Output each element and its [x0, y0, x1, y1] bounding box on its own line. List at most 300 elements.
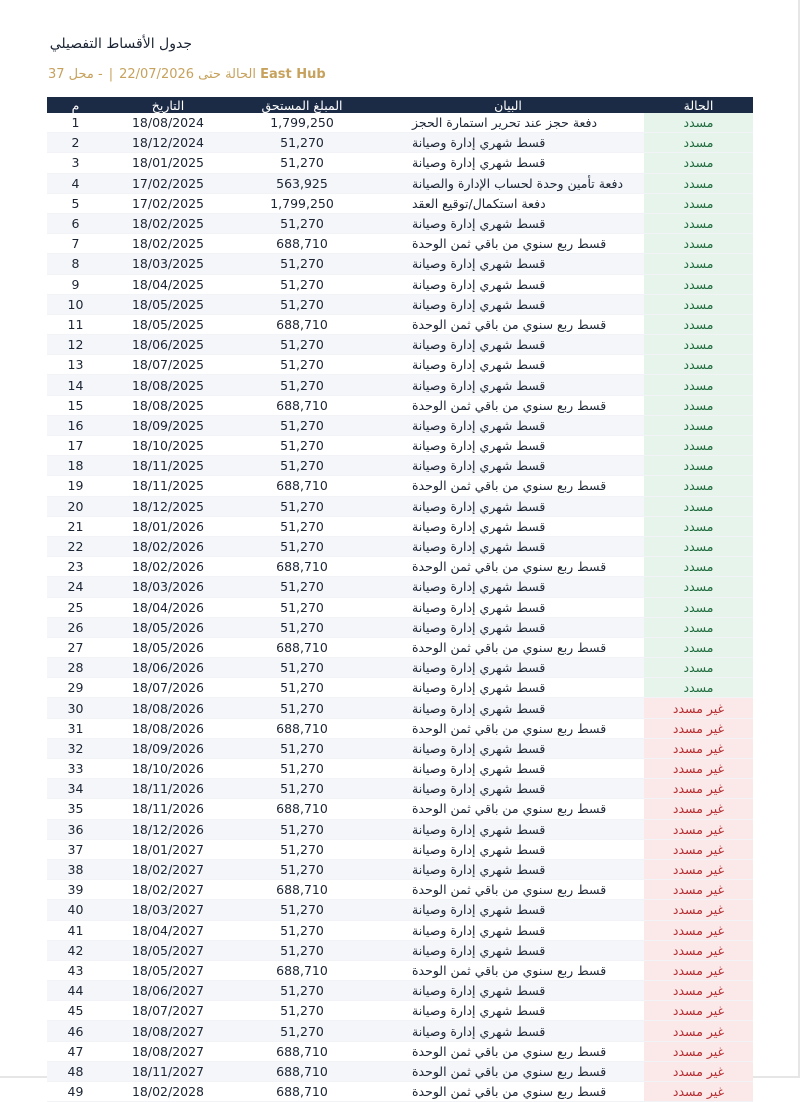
row-description: [372, 415, 644, 435]
table-row: [47, 779, 753, 799]
row-date: 18/02/2027: [104, 859, 232, 879]
table-row: [47, 960, 753, 980]
row-description-text: قسط شهري إدارة وصيانة: [412, 539, 546, 555]
unit-label: - محل 37: [48, 67, 103, 82]
row-description-text: قسط ربع سنوي من باقي ثمن الوحدة: [412, 720, 607, 736]
row-number: 9: [47, 274, 104, 294]
row-status: غير مسدد: [644, 960, 753, 980]
row-date: 18/08/2026: [104, 698, 232, 718]
row-amount: 688,710: [232, 314, 372, 334]
row-number: 16: [47, 415, 104, 435]
row-date: 18/01/2027: [104, 839, 232, 859]
table-row: [47, 496, 753, 516]
row-description-text: قسط شهري إدارة وصيانة: [412, 619, 546, 635]
row-number: 17: [47, 436, 104, 456]
row-description: [372, 1061, 644, 1081]
row-description: [372, 1021, 644, 1041]
row-description: [372, 678, 644, 698]
row-amount: 51,270: [232, 355, 372, 375]
row-description: [372, 436, 644, 456]
row-description: [372, 718, 644, 738]
row-description: [372, 193, 644, 213]
row-date: 18/05/2025: [104, 314, 232, 334]
row-amount: 51,270: [232, 981, 372, 1001]
row-number: 14: [47, 375, 104, 395]
row-description: [372, 839, 644, 859]
row-status: غير مسدد: [644, 718, 753, 738]
row-description: [372, 496, 644, 516]
row-description: [372, 779, 644, 799]
row-number: 21: [47, 516, 104, 536]
table-row: [47, 718, 753, 738]
row-number: 33: [47, 759, 104, 779]
row-description-text: قسط شهري إدارة وصيانة: [412, 135, 546, 151]
row-description: [372, 799, 644, 819]
row-amount: 688,710: [232, 234, 372, 254]
row-number: 26: [47, 617, 104, 637]
row-number: 38: [47, 859, 104, 879]
row-description-text: قسط شهري إدارة وصيانة: [412, 377, 546, 393]
row-description: [372, 698, 644, 718]
table-row: [47, 880, 753, 900]
table-row: [47, 375, 753, 395]
row-date: 18/04/2026: [104, 597, 232, 617]
row-number: 18: [47, 456, 104, 476]
column-header-date: التاريخ: [104, 97, 232, 113]
row-date: 18/10/2026: [104, 759, 232, 779]
row-date: 18/05/2026: [104, 617, 232, 637]
row-description: [372, 880, 644, 900]
row-description: [372, 960, 644, 980]
row-amount: 688,710: [232, 1082, 372, 1102]
table-row: [47, 355, 753, 375]
row-amount: 51,270: [232, 516, 372, 536]
row-status: مسدد: [644, 173, 753, 193]
row-date: 18/11/2025: [104, 476, 232, 496]
row-amount: 51,270: [232, 658, 372, 678]
table-row: [47, 698, 753, 718]
row-description-text: دفعة تأمين وحدة لحساب الإدارة والصيانة: [412, 175, 624, 191]
row-description: [372, 981, 644, 1001]
row-amount: 563,925: [232, 173, 372, 193]
row-number: 29: [47, 678, 104, 698]
row-amount: 688,710: [232, 799, 372, 819]
row-amount: 51,270: [232, 617, 372, 637]
row-number: 35: [47, 799, 104, 819]
installments-table: [47, 97, 753, 1102]
row-date: 18/01/2026: [104, 516, 232, 536]
row-number: 1: [47, 113, 104, 133]
row-description-text: قسط شهري إدارة وصيانة: [412, 438, 546, 454]
row-status: مسدد: [644, 476, 753, 496]
row-status: مسدد: [644, 516, 753, 536]
row-description: [372, 314, 644, 334]
row-date: 18/12/2026: [104, 819, 232, 839]
row-number: 41: [47, 920, 104, 940]
row-status: مسدد: [644, 637, 753, 657]
column-header-description: البيان: [372, 97, 644, 113]
row-amount: 51,270: [232, 153, 372, 173]
row-number: 44: [47, 981, 104, 1001]
row-amount: 51,270: [232, 496, 372, 516]
row-status: غير مسدد: [644, 940, 753, 960]
row-status: مسدد: [644, 314, 753, 334]
row-number: 34: [47, 779, 104, 799]
row-status: غير مسدد: [644, 1082, 753, 1102]
table-row: [47, 759, 753, 779]
row-amount: 51,270: [232, 940, 372, 960]
table-row: [47, 436, 753, 456]
row-number: 47: [47, 1041, 104, 1061]
row-amount: 51,270: [232, 738, 372, 758]
row-description-text: قسط شهري إدارة وصيانة: [412, 276, 546, 292]
row-number: 13: [47, 355, 104, 375]
row-date: 18/07/2027: [104, 1001, 232, 1021]
row-description: [372, 355, 644, 375]
row-amount: 51,270: [232, 213, 372, 233]
row-description-text: دفعة استكمال/توقيع العقد: [412, 195, 546, 211]
row-description-text: قسط شهري إدارة وصيانة: [412, 781, 546, 797]
row-status: مسدد: [644, 193, 753, 213]
row-description: [372, 1041, 644, 1061]
row-number: 20: [47, 496, 104, 516]
row-status: مسدد: [644, 436, 753, 456]
row-description: [372, 920, 644, 940]
table-row: [47, 637, 753, 657]
row-description: [372, 738, 644, 758]
row-amount: 688,710: [232, 395, 372, 415]
row-number: 32: [47, 738, 104, 758]
row-number: 43: [47, 960, 104, 980]
row-description-text: قسط شهري إدارة وصيانة: [412, 700, 546, 716]
table-row: [47, 577, 753, 597]
row-description-text: قسط شهري إدارة وصيانة: [412, 902, 546, 918]
row-description: [372, 617, 644, 637]
table-row: [47, 617, 753, 637]
subtitle: [48, 67, 326, 82]
table-row: [47, 1021, 753, 1041]
row-date: 18/05/2026: [104, 637, 232, 657]
table-row: [47, 274, 753, 294]
row-description-text: دفعة حجز عند تحرير استمارة الحجز: [412, 115, 598, 131]
row-description: [372, 213, 644, 233]
row-description: [372, 335, 644, 355]
row-date: 18/02/2025: [104, 213, 232, 233]
row-amount: 51,270: [232, 335, 372, 355]
table-row: [47, 314, 753, 334]
row-status: غير مسدد: [644, 839, 753, 859]
row-amount: 51,270: [232, 698, 372, 718]
row-description-text: قسط ربع سنوي من باقي ثمن الوحدة: [412, 316, 607, 332]
row-description-text: قسط شهري إدارة وصيانة: [412, 417, 546, 433]
row-date: 18/02/2025: [104, 234, 232, 254]
row-number: 27: [47, 637, 104, 657]
row-description-text: قسط ربع سنوي من باقي ثمن الوحدة: [412, 478, 607, 494]
row-date: 18/07/2026: [104, 678, 232, 698]
row-description: [372, 113, 644, 133]
row-amount: 51,270: [232, 415, 372, 435]
row-amount: 51,270: [232, 577, 372, 597]
separator: |: [108, 67, 114, 82]
row-number: 24: [47, 577, 104, 597]
row-amount: 688,710: [232, 1061, 372, 1081]
table-row: [47, 516, 753, 536]
row-description-text: قسط ربع سنوي من باقي ثمن الوحدة: [412, 1063, 607, 1079]
row-description: [372, 153, 644, 173]
row-description: [372, 658, 644, 678]
table-row: [47, 940, 753, 960]
row-status: مسدد: [644, 395, 753, 415]
row-number: 2: [47, 133, 104, 153]
row-description-text: قسط شهري إدارة وصيانة: [412, 740, 546, 756]
row-amount: 51,270: [232, 456, 372, 476]
table-row: [47, 476, 753, 496]
row-description: [372, 395, 644, 415]
row-status: مسدد: [644, 133, 753, 153]
row-status: غير مسدد: [644, 698, 753, 718]
row-number: 15: [47, 395, 104, 415]
row-description-text: قسط شهري إدارة وصيانة: [412, 680, 546, 696]
row-date: 18/11/2026: [104, 799, 232, 819]
row-description: [372, 375, 644, 395]
row-status: غير مسدد: [644, 1001, 753, 1021]
row-number: 31: [47, 718, 104, 738]
table-header-row: [47, 97, 753, 113]
row-status: مسدد: [644, 113, 753, 133]
row-amount: 51,270: [232, 759, 372, 779]
row-description: [372, 759, 644, 779]
row-description-text: قسط شهري إدارة وصيانة: [412, 518, 546, 534]
row-description-text: قسط شهري إدارة وصيانة: [412, 599, 546, 615]
row-description-text: قسط شهري إدارة وصيانة: [412, 660, 546, 676]
row-number: 3: [47, 153, 104, 173]
row-date: 18/05/2025: [104, 294, 232, 314]
row-description-text: قسط شهري إدارة وصيانة: [412, 357, 546, 373]
row-amount: 688,710: [232, 476, 372, 496]
row-number: 19: [47, 476, 104, 496]
row-status: مسدد: [644, 153, 753, 173]
table-row: [47, 113, 753, 133]
table-row: [47, 456, 753, 476]
row-date: 18/08/2025: [104, 375, 232, 395]
row-date: 18/04/2027: [104, 920, 232, 940]
row-description: [372, 1082, 644, 1102]
row-date: 18/08/2025: [104, 395, 232, 415]
table-row: [47, 839, 753, 859]
row-number: 37: [47, 839, 104, 859]
row-status: غير مسدد: [644, 1061, 753, 1081]
row-date: 18/03/2025: [104, 254, 232, 274]
row-description-text: قسط شهري إدارة وصيانة: [412, 1023, 546, 1039]
row-number: 6: [47, 213, 104, 233]
row-description-text: قسط شهري إدارة وصيانة: [412, 216, 546, 232]
row-date: 18/02/2026: [104, 536, 232, 556]
table-row: [47, 597, 753, 617]
row-description: [372, 819, 644, 839]
row-number: 23: [47, 557, 104, 577]
row-status: مسدد: [644, 658, 753, 678]
table-row: [47, 395, 753, 415]
row-status: غير مسدد: [644, 859, 753, 879]
table-row: [47, 536, 753, 556]
row-number: 48: [47, 1061, 104, 1081]
column-header-amount: المبلغ المستحق: [232, 97, 372, 113]
row-description-text: قسط ربع سنوي من باقي ثمن الوحدة: [412, 882, 607, 898]
row-description-text: قسط شهري إدارة وصيانة: [412, 256, 546, 272]
row-number: 7: [47, 234, 104, 254]
row-number: 45: [47, 1001, 104, 1021]
row-amount: 51,270: [232, 678, 372, 698]
row-amount: 688,710: [232, 718, 372, 738]
row-status: مسدد: [644, 415, 753, 435]
row-number: 5: [47, 193, 104, 213]
row-status: غير مسدد: [644, 759, 753, 779]
row-amount: 51,270: [232, 254, 372, 274]
row-date: 18/06/2027: [104, 981, 232, 1001]
status-date: الحالة حتى 22/07/2026: [119, 67, 256, 82]
row-amount: 688,710: [232, 557, 372, 577]
row-description: [372, 597, 644, 617]
table-row: [47, 799, 753, 819]
row-description: [372, 516, 644, 536]
row-description: [372, 940, 644, 960]
row-status: مسدد: [644, 536, 753, 556]
row-status: غير مسدد: [644, 981, 753, 1001]
row-date: 18/08/2027: [104, 1021, 232, 1041]
row-date: 18/08/2024: [104, 113, 232, 133]
row-status: مسدد: [644, 254, 753, 274]
row-description-text: قسط شهري إدارة وصيانة: [412, 155, 546, 171]
row-status: غير مسدد: [644, 1041, 753, 1061]
row-description: [372, 557, 644, 577]
row-description-text: قسط شهري إدارة وصيانة: [412, 498, 546, 514]
row-amount: 51,270: [232, 920, 372, 940]
row-amount: 51,270: [232, 597, 372, 617]
row-description-text: قسط شهري إدارة وصيانة: [412, 942, 546, 958]
row-description-text: قسط شهري إدارة وصيانة: [412, 862, 546, 878]
row-number: 39: [47, 880, 104, 900]
row-number: 30: [47, 698, 104, 718]
row-date: 18/09/2025: [104, 415, 232, 435]
row-status: غير مسدد: [644, 920, 753, 940]
row-description: [372, 577, 644, 597]
row-amount: 51,270: [232, 1001, 372, 1021]
table-row: [47, 1082, 753, 1102]
row-status: مسدد: [644, 213, 753, 233]
row-date: 18/02/2026: [104, 557, 232, 577]
row-amount: 51,270: [232, 819, 372, 839]
row-description-text: قسط شهري إدارة وصيانة: [412, 922, 546, 938]
row-description-text: قسط شهري إدارة وصيانة: [412, 458, 546, 474]
row-amount: 688,710: [232, 1041, 372, 1061]
table-row: [47, 234, 753, 254]
row-description-text: قسط ربع سنوي من باقي ثمن الوحدة: [412, 236, 607, 252]
row-amount: 688,710: [232, 637, 372, 657]
row-date: 18/05/2027: [104, 960, 232, 980]
row-description-text: قسط شهري إدارة وصيانة: [412, 579, 546, 595]
row-status: مسدد: [644, 234, 753, 254]
row-status: مسدد: [644, 355, 753, 375]
row-date: 17/02/2025: [104, 193, 232, 213]
row-number: 8: [47, 254, 104, 274]
row-description: [372, 536, 644, 556]
row-date: 18/06/2026: [104, 658, 232, 678]
row-description: [372, 254, 644, 274]
row-date: 18/02/2028: [104, 1082, 232, 1102]
row-status: مسدد: [644, 617, 753, 637]
row-date: 18/07/2025: [104, 355, 232, 375]
table-row: [47, 153, 753, 173]
row-status: مسدد: [644, 294, 753, 314]
row-date: 18/11/2025: [104, 456, 232, 476]
row-date: 18/11/2026: [104, 779, 232, 799]
table-row: [47, 415, 753, 435]
row-status: غير مسدد: [644, 799, 753, 819]
row-number: 49: [47, 1082, 104, 1102]
row-description-text: قسط شهري إدارة وصيانة: [412, 761, 546, 777]
row-date: 18/05/2027: [104, 940, 232, 960]
row-status: مسدد: [644, 456, 753, 476]
row-status: غير مسدد: [644, 779, 753, 799]
row-date: 18/12/2024: [104, 133, 232, 153]
row-amount: 1,799,250: [232, 113, 372, 133]
row-description: [372, 133, 644, 153]
row-description: [372, 637, 644, 657]
row-description: [372, 859, 644, 879]
row-description: [372, 274, 644, 294]
row-number: 42: [47, 940, 104, 960]
row-description-text: قسط ربع سنوي من باقي ثمن الوحدة: [412, 1084, 607, 1100]
table-row: [47, 294, 753, 314]
table-row: [47, 1001, 753, 1021]
table-row: [47, 819, 753, 839]
row-number: 10: [47, 294, 104, 314]
row-number: 22: [47, 536, 104, 556]
row-date: 18/11/2027: [104, 1061, 232, 1081]
table-row: [47, 1041, 753, 1061]
row-number: 12: [47, 335, 104, 355]
row-description-text: قسط ربع سنوي من باقي ثمن الوحدة: [412, 962, 607, 978]
table-row: [47, 738, 753, 758]
table-row: [47, 557, 753, 577]
column-header-status: الحالة: [644, 97, 753, 113]
row-date: 18/09/2026: [104, 738, 232, 758]
table-row: [47, 900, 753, 920]
page-title: جدول الأقساط التفصيلي: [49, 36, 192, 52]
table-row: [47, 678, 753, 698]
row-amount: 688,710: [232, 880, 372, 900]
row-amount: 51,270: [232, 375, 372, 395]
row-number: 4: [47, 173, 104, 193]
row-description-text: قسط شهري إدارة وصيانة: [412, 1003, 546, 1019]
row-description-text: قسط ربع سنوي من باقي ثمن الوحدة: [412, 559, 607, 575]
row-description-text: قسط ربع سنوي من باقي ثمن الوحدة: [412, 801, 607, 817]
row-amount: 51,270: [232, 859, 372, 879]
row-status: مسدد: [644, 375, 753, 395]
row-status: غير مسدد: [644, 819, 753, 839]
row-date: 18/10/2025: [104, 436, 232, 456]
table-row: [47, 254, 753, 274]
row-description-text: قسط شهري إدارة وصيانة: [412, 841, 546, 857]
row-description: [372, 234, 644, 254]
project-name: East Hub: [260, 67, 326, 82]
row-status: مسدد: [644, 274, 753, 294]
row-description-text: قسط ربع سنوي من باقي ثمن الوحدة: [412, 1043, 607, 1059]
row-date: 18/03/2026: [104, 577, 232, 597]
table-row: [47, 133, 753, 153]
row-status: مسدد: [644, 557, 753, 577]
column-header-number: م: [47, 97, 104, 113]
